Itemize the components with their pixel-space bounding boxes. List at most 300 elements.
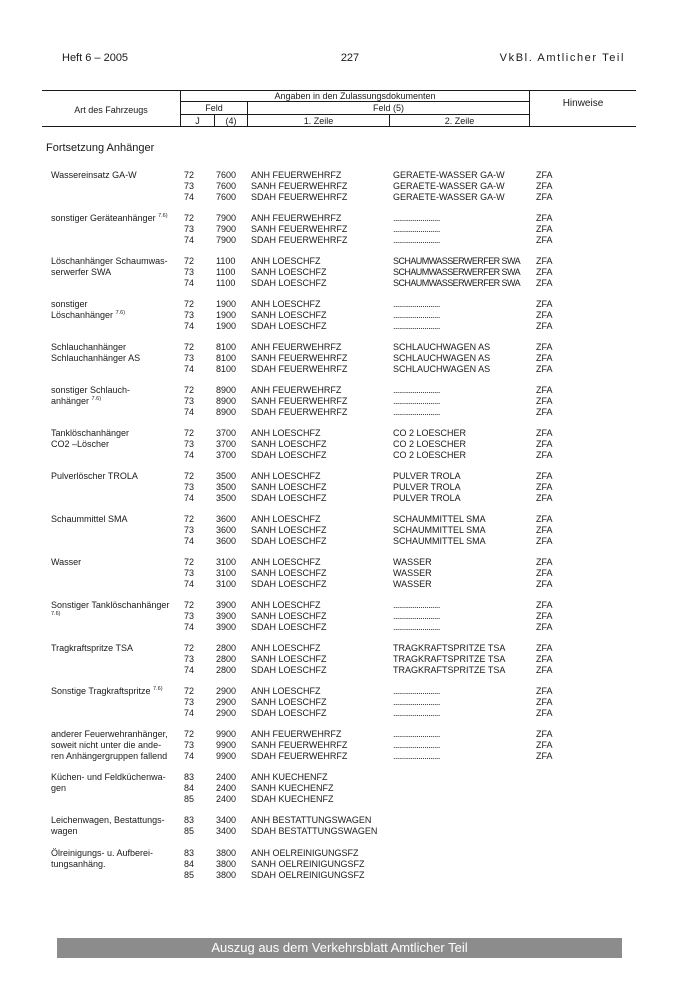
field4-value: 2800 xyxy=(216,643,237,653)
hint-value: ZFA xyxy=(536,256,553,266)
col-4: (4) xyxy=(225,116,237,126)
hint-value: ZFA xyxy=(536,729,553,739)
hint-value: ZFA xyxy=(536,643,553,653)
vehicle-type-label: Wassereinsatz GA-W xyxy=(51,170,137,180)
field4-value: 2900 xyxy=(216,708,237,718)
line2-value: WASSER xyxy=(393,568,432,578)
line2-value: PULVER TROLA xyxy=(393,482,461,492)
line2-value: ........................ xyxy=(393,697,440,707)
field4-value: 3700 xyxy=(216,439,237,449)
j-value: 73 xyxy=(184,697,195,707)
line2-value: ........................ xyxy=(393,321,440,331)
field4-value: 3900 xyxy=(216,622,237,632)
line1-value: ANH KUECHENFZ xyxy=(251,772,328,782)
line1-value: SDAH FEUERWEHRFZ xyxy=(251,192,348,202)
footer-banner: Auszug aus dem Verkehrsblatt Amtlicher Teil xyxy=(57,938,622,958)
vehicle-type-label: Schaummittel SMA xyxy=(51,514,128,524)
line1-value: SDAH LOESCHFZ xyxy=(251,450,327,460)
hint-value: ZFA xyxy=(536,482,553,492)
table-row xyxy=(0,665,700,676)
vehicle-type-label: Leichenwagen, Bestattungs- xyxy=(51,815,165,825)
table-row xyxy=(0,622,700,633)
line1-value: SANH KUECHENFZ xyxy=(251,783,334,793)
line1-value: ANH LOESCHFZ xyxy=(251,514,321,524)
line1-value: SDAH LOESCHFZ xyxy=(251,493,327,503)
line1-value: SANH LOESCHFZ xyxy=(251,697,327,707)
field4-value: 2900 xyxy=(216,697,237,707)
footnote-ref: 7.6) xyxy=(158,213,168,219)
hint-value: ZFA xyxy=(536,686,553,696)
line1-value: ANH FEUERWEHRFZ xyxy=(251,213,342,223)
line1-value: ANH LOESCHFZ xyxy=(251,299,321,309)
hint-value: ZFA xyxy=(536,235,553,245)
j-value: 72 xyxy=(184,170,195,180)
table-row xyxy=(0,278,700,289)
table-row xyxy=(0,654,700,665)
j-value: 74 xyxy=(184,321,195,331)
line2-value: SCHAUMWASSERWERFER SWA xyxy=(393,256,521,266)
hint-value: ZFA xyxy=(536,385,553,395)
j-value: 74 xyxy=(184,407,195,417)
j-value: 73 xyxy=(184,482,195,492)
j-value: 72 xyxy=(184,471,195,481)
col-zeile2: 2. Zeile xyxy=(444,116,475,126)
vehicle-type-label: Sonstige Tragkraftspritze $^{7.6)}$ xyxy=(51,686,163,696)
line1-value: SANH OELREINIGUNGSFZ xyxy=(251,859,365,869)
field4-value: 8100 xyxy=(216,364,237,374)
line1-value: ANH LOESCHFZ xyxy=(251,557,321,567)
j-value: 74 xyxy=(184,579,195,589)
line2-value: ........................ xyxy=(393,740,440,750)
line1-value: ANH BESTATTUNGSWAGEN xyxy=(251,815,372,825)
table-row xyxy=(0,579,700,590)
vehicle-type-label: Tragkraftspritze TSA xyxy=(51,643,134,653)
line2-value: ........................ xyxy=(393,396,440,406)
field4-value: 3800 xyxy=(216,859,237,869)
hint-value: ZFA xyxy=(536,568,553,578)
table-row xyxy=(0,772,700,783)
j-value: 72 xyxy=(184,686,195,696)
line2-value: ........................ xyxy=(393,407,440,417)
field4-value: 3400 xyxy=(216,815,237,825)
vehicle-type-label: serwerfer SWA xyxy=(51,267,112,277)
line2-value: ........................ xyxy=(393,751,440,761)
field4-value: 1900 xyxy=(216,321,237,331)
issue-label: Heft 6 – 2005 xyxy=(62,52,129,64)
vehicle-type-label: anhänger $^{7.6)}$ xyxy=(51,396,102,406)
line1-value: ANH LOESCHFZ xyxy=(251,643,321,653)
line1-value: SANH FEUERWEHRFZ xyxy=(251,396,348,406)
col-feld: Feld xyxy=(205,103,223,113)
j-value: 73 xyxy=(184,611,195,621)
hint-value: ZFA xyxy=(536,514,553,524)
table-row xyxy=(0,870,700,881)
table-row xyxy=(0,299,700,310)
col-j: J xyxy=(195,116,200,126)
line2-value: SCHAUMMITTEL SMA xyxy=(393,514,486,524)
hint-value: ZFA xyxy=(536,396,553,406)
hint-value: ZFA xyxy=(536,493,553,503)
vehicle-type-label: gen xyxy=(51,783,67,793)
line2-value: ........................ xyxy=(393,224,440,234)
line1-value: ANH LOESCHFZ xyxy=(251,600,321,610)
table-row xyxy=(0,729,700,740)
col-angaben: Angaben in den Zulassungsdokumenten xyxy=(274,91,436,101)
line1-value: ANH FEUERWEHRFZ xyxy=(251,385,342,395)
table-row xyxy=(0,396,700,407)
field4-value: 3100 xyxy=(216,568,237,578)
table-row xyxy=(0,407,700,418)
j-value: 73 xyxy=(184,568,195,578)
vehicle-type-label: Löschanhänger Schaumwas- xyxy=(51,256,168,266)
j-value: 84 xyxy=(184,783,195,793)
line1-value: SDAH KUECHENFZ xyxy=(251,794,334,804)
vehicle-type-label: Ölreinigungs- u. Aufberei- xyxy=(51,848,154,858)
line1-value: SANH LOESCHFZ xyxy=(251,654,327,664)
hint-value: ZFA xyxy=(536,611,553,621)
line2-value: SCHAUMMITTEL SMA xyxy=(393,536,486,546)
j-value: 72 xyxy=(184,729,195,739)
footnote-ref: 7.6) xyxy=(51,611,61,617)
field4-value: 3600 xyxy=(216,514,237,524)
j-value: 84 xyxy=(184,859,195,869)
j-value: 72 xyxy=(184,428,195,438)
j-value: 74 xyxy=(184,450,195,460)
hint-value: ZFA xyxy=(536,536,553,546)
field4-value: 2800 xyxy=(216,665,237,675)
line2-value: ........................ xyxy=(393,729,440,739)
field4-value: 8100 xyxy=(216,342,237,352)
hint-value: ZFA xyxy=(536,321,553,331)
field4-value: 1100 xyxy=(216,267,236,277)
vehicle-type-label: Tanklöschanhänger xyxy=(51,428,130,438)
line2-value: TRAGKRAFTSPRITZE TSA xyxy=(393,643,506,653)
hint-value: ZFA xyxy=(536,428,553,438)
line2-value: PULVER TROLA xyxy=(393,471,461,481)
j-value: 72 xyxy=(184,514,195,524)
hint-value: ZFA xyxy=(536,364,553,374)
field4-value: 2400 xyxy=(216,772,237,782)
field4-value: 3800 xyxy=(216,848,237,858)
line2-value: WASSER xyxy=(393,579,432,589)
table-row xyxy=(0,826,700,837)
field4-value: 3800 xyxy=(216,870,237,880)
line1-value: SDAH FEUERWEHRFZ xyxy=(251,364,348,374)
j-value: 74 xyxy=(184,751,195,761)
hint-value: ZFA xyxy=(536,654,553,664)
j-value: 72 xyxy=(184,557,195,567)
line2-value: CO 2 LOESCHER xyxy=(393,450,467,460)
vehicle-type-label: CO2 –Löscher xyxy=(51,439,110,449)
line1-value: SDAH LOESCHFZ xyxy=(251,665,327,675)
field4-value: 2400 xyxy=(216,783,237,793)
table-row xyxy=(0,697,700,708)
hint-value: ZFA xyxy=(536,665,553,675)
table-row xyxy=(0,848,700,859)
line2-value: ........................ xyxy=(393,310,440,320)
line1-value: SANH FEUERWEHRFZ xyxy=(251,224,348,234)
line1-value: ANH OELREINIGUNGSFZ xyxy=(251,848,359,858)
hint-value: ZFA xyxy=(536,751,553,761)
table-row xyxy=(0,482,700,493)
line2-value: ........................ xyxy=(393,600,440,610)
field4-value: 8900 xyxy=(216,396,237,406)
line2-value: CO 2 LOESCHER xyxy=(393,428,467,438)
footnote-ref: 7.6) xyxy=(153,686,163,692)
line2-value: GERAETE-WASSER GA-W xyxy=(393,170,505,180)
table-row xyxy=(0,514,700,525)
field4-value: 7900 xyxy=(216,213,237,223)
j-value: 73 xyxy=(184,396,195,406)
table-row xyxy=(0,310,700,321)
field4-value: 9900 xyxy=(216,751,237,761)
field4-value: 1100 xyxy=(216,256,236,266)
field4-value: 9900 xyxy=(216,740,237,750)
hint-value: ZFA xyxy=(536,310,553,320)
line1-value: ANH LOESCHFZ xyxy=(251,256,321,266)
field4-value: 3600 xyxy=(216,525,237,535)
line2-value: ........................ xyxy=(393,299,440,309)
field4-value: 3100 xyxy=(216,579,237,589)
table-row xyxy=(0,568,700,579)
field4-value: 2400 xyxy=(216,794,237,804)
field4-value: 8100 xyxy=(216,353,237,363)
line1-value: SDAH LOESCHFZ xyxy=(251,708,327,718)
j-value: 72 xyxy=(184,342,195,352)
line1-value: ANH FEUERWEHRFZ xyxy=(251,729,342,739)
line1-value: SDAH FEUERWEHRFZ xyxy=(251,235,348,245)
field4-value: 3500 xyxy=(216,482,237,492)
table-row xyxy=(0,385,700,396)
j-value: 73 xyxy=(184,353,195,363)
line1-value: SANH FEUERWEHRFZ xyxy=(251,353,348,363)
line2-value: ........................ xyxy=(393,385,440,395)
line2-value: ........................ xyxy=(393,611,440,621)
table-row xyxy=(0,364,700,375)
j-value: 85 xyxy=(184,826,195,836)
table-row xyxy=(0,439,700,450)
table-row xyxy=(0,643,700,654)
field4-value: 1900 xyxy=(216,310,237,320)
hint-value: ZFA xyxy=(536,740,553,750)
line1-value: SDAH OELREINIGUNGSFZ xyxy=(251,870,365,880)
vehicle-type-label: anderer Feuerwehranhänger, xyxy=(51,729,168,739)
table-row xyxy=(0,256,700,267)
table-row xyxy=(0,353,700,364)
hint-value: ZFA xyxy=(536,697,553,707)
table-row xyxy=(0,493,700,504)
line2-value: GERAETE-WASSER GA-W xyxy=(393,192,505,202)
j-value: 73 xyxy=(184,181,195,191)
field4-value: 3900 xyxy=(216,600,237,610)
hint-value: ZFA xyxy=(536,471,553,481)
line1-value: SDAH LOESCHFZ xyxy=(251,622,327,632)
col-hinweise: Hinweise xyxy=(562,98,604,109)
table-row xyxy=(0,450,700,461)
j-value: 85 xyxy=(184,870,195,880)
j-value: 74 xyxy=(184,364,195,374)
hint-value: ZFA xyxy=(536,622,553,632)
j-value: 74 xyxy=(184,622,195,632)
line1-value: SDAH LOESCHFZ xyxy=(251,579,327,589)
j-value: 74 xyxy=(184,708,195,718)
line2-value: ........................ xyxy=(393,686,440,696)
col-feld5: Feld (5) xyxy=(372,103,404,113)
vehicle-type-label: Schlauchanhänger AS xyxy=(51,353,141,363)
hint-value: ZFA xyxy=(536,192,553,202)
field4-value: 3100 xyxy=(216,557,237,567)
line2-value: SCHLAUCHWAGEN AS xyxy=(393,353,491,363)
hint-value: ZFA xyxy=(536,439,553,449)
table-row xyxy=(0,235,700,246)
line1-value: SDAH LOESCHFZ xyxy=(251,536,327,546)
j-value: 74 xyxy=(184,536,195,546)
line2-value: SCHLAUCHWAGEN AS xyxy=(393,342,491,352)
line2-value: SCHAUMWASSERWERFER SWA xyxy=(393,278,521,288)
j-value: 73 xyxy=(184,654,195,664)
hint-value: ZFA xyxy=(536,407,553,417)
col-zeile1: 1. Zeile xyxy=(303,116,334,126)
hint-value: ZFA xyxy=(536,170,553,180)
line1-value: SDAH BESTATTUNGSWAGEN xyxy=(251,826,378,836)
vehicle-type-label: Wasser xyxy=(51,557,82,567)
field4-value: 3900 xyxy=(216,611,237,621)
table-row xyxy=(0,181,700,192)
table-row xyxy=(0,192,700,203)
j-value: 72 xyxy=(184,256,195,266)
hint-value: ZFA xyxy=(536,342,553,352)
table-row xyxy=(0,557,700,568)
j-value: 73 xyxy=(184,310,195,320)
line1-value: SANH FEUERWEHRFZ xyxy=(251,740,348,750)
table-row xyxy=(0,740,700,751)
table-row xyxy=(0,794,700,805)
j-value: 73 xyxy=(184,740,195,750)
line2-value: TRAGKRAFTSPRITZE TSA xyxy=(393,654,506,664)
j-value: 74 xyxy=(184,192,195,202)
j-value: 83 xyxy=(184,848,195,858)
table-row xyxy=(0,170,700,181)
j-value: 74 xyxy=(184,235,195,245)
line1-value: SANH LOESCHFZ xyxy=(251,611,327,621)
vehicle-type-label: soweit nicht unter die ande- xyxy=(51,740,162,750)
section-title: Fortsetzung Anhänger xyxy=(46,142,155,154)
line1-value: ANH LOESCHFZ xyxy=(251,471,321,481)
table-row xyxy=(0,536,700,547)
hint-value: ZFA xyxy=(536,181,553,191)
table-row xyxy=(0,859,700,870)
col-art: Art des Fahrzeugs xyxy=(74,105,148,115)
table-row xyxy=(0,600,700,611)
field4-value: 8900 xyxy=(216,385,237,395)
line1-value: SDAH LOESCHFZ xyxy=(251,278,327,288)
line2-value: ........................ xyxy=(393,708,440,718)
table-row xyxy=(0,815,700,826)
j-value: 83 xyxy=(184,772,195,782)
j-value: 74 xyxy=(184,665,195,675)
table-row xyxy=(0,471,700,482)
field4-value: 7600 xyxy=(216,181,237,191)
vehicle-type-label: Küchen- und Feldküchenwa- xyxy=(51,772,166,782)
field4-value: 3500 xyxy=(216,493,237,503)
field4-value: 2800 xyxy=(216,654,237,664)
table-row xyxy=(0,708,700,719)
vehicle-type-label: sonstiger Geräteanhänger $^{7.6)}$ xyxy=(51,213,168,223)
line1-value: SDAH FEUERWEHRFZ xyxy=(251,751,348,761)
line2-value: GERAETE-WASSER GA-W xyxy=(393,181,505,191)
j-value: 72 xyxy=(184,385,195,395)
line2-value: SCHAUMMITTEL SMA xyxy=(393,525,486,535)
hint-value: ZFA xyxy=(536,450,553,460)
footnote-ref: 7.6) xyxy=(115,310,126,316)
hint-value: ZFA xyxy=(536,579,553,589)
field4-value: 7900 xyxy=(216,235,237,245)
field4-value: 3400 xyxy=(216,826,237,836)
table-row xyxy=(0,321,700,332)
table-row xyxy=(0,342,700,353)
line1-value: ANH LOESCHFZ xyxy=(251,428,321,438)
table-row xyxy=(0,525,700,536)
vehicle-type-label: wagen xyxy=(51,826,78,836)
footnote-ref: 7.6) xyxy=(91,396,102,402)
line2-value: ........................ xyxy=(393,622,440,632)
hint-value: ZFA xyxy=(536,600,553,610)
table-row xyxy=(0,611,700,622)
vehicle-type-label: Sonstiger Tanklöschanhänger xyxy=(51,600,170,610)
field4-value: 9900 xyxy=(216,729,237,739)
table-row xyxy=(0,428,700,439)
field4-value: 2900 xyxy=(216,686,237,696)
j-value: 72 xyxy=(184,299,195,309)
vehicle-type-label: sonstiger Schlauch- xyxy=(51,385,131,395)
j-value: 85 xyxy=(184,794,195,804)
j-value: 73 xyxy=(184,525,195,535)
line1-value: SANH LOESCHFZ xyxy=(251,568,327,578)
line2-value: ........................ xyxy=(393,235,440,245)
line2-value: SCHAUMWASSERWERFER SWA xyxy=(393,267,521,277)
vehicle-type-label: tungsanhäng. xyxy=(51,859,106,869)
line2-value: CO 2 LOESCHER xyxy=(393,439,467,449)
vehicle-type-label: sonstiger xyxy=(51,299,88,309)
field4-value: 7900 xyxy=(216,224,237,234)
hint-value: ZFA xyxy=(536,525,553,535)
table-row xyxy=(0,686,700,697)
field4-value: 3500 xyxy=(216,471,237,481)
field4-value: 7600 xyxy=(216,192,237,202)
table-row xyxy=(0,783,700,794)
line1-value: SANH LOESCHFZ xyxy=(251,525,327,535)
hint-value: ZFA xyxy=(536,353,553,363)
table-row xyxy=(0,224,700,235)
table-row xyxy=(0,267,700,278)
hint-value: ZFA xyxy=(536,299,553,309)
hint-value: ZFA xyxy=(536,278,553,288)
publication-label: VkBl. Amtlicher Teil xyxy=(499,52,625,64)
field4-value: 1900 xyxy=(216,299,237,309)
j-value: 72 xyxy=(184,600,195,610)
hint-value: ZFA xyxy=(536,267,553,277)
field4-value: 8900 xyxy=(216,407,237,417)
j-value: 74 xyxy=(184,493,195,503)
page-number: 227 xyxy=(340,52,360,64)
hint-value: ZFA xyxy=(536,708,553,718)
hint-value: ZFA xyxy=(536,224,553,234)
line2-value: ........................ xyxy=(393,213,440,223)
line1-value: SANH FEUERWEHRFZ xyxy=(251,181,348,191)
line1-value: SDAH FEUERWEHRFZ xyxy=(251,407,348,417)
line1-value: SANH LOESCHFZ xyxy=(251,310,327,320)
table-row xyxy=(0,751,700,762)
